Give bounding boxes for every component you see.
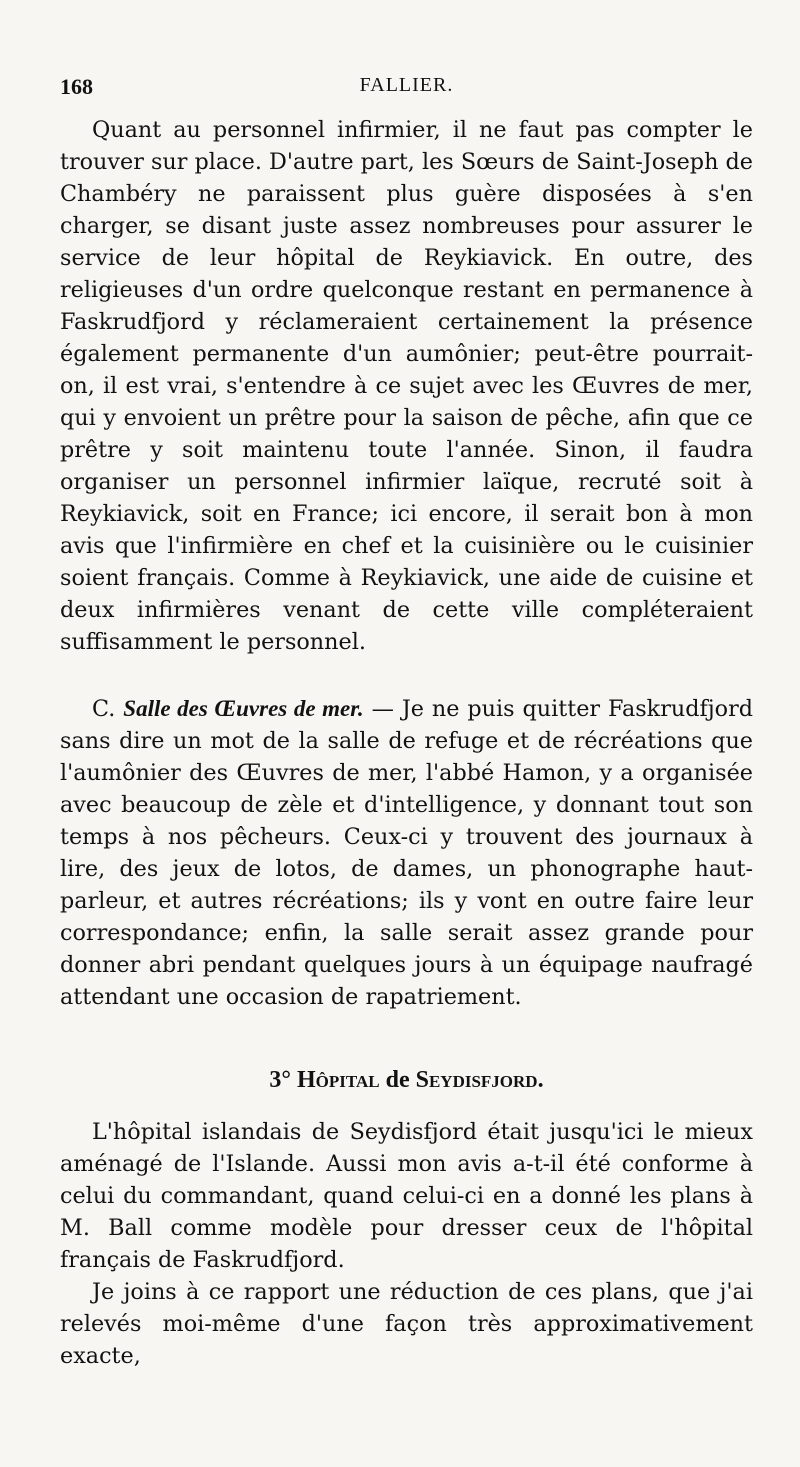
paragraph-plans: Je joins à ce rapport une réduction de ces plans, que j'ai relevés moi-même d'une façon très approximativement exacte,	[60, 1279, 753, 1369]
book-page	[60, 60, 753, 1372]
section-label: C.	[92, 696, 116, 722]
section-title: Salle des Œuvres de mer.	[123, 696, 364, 721]
paragraph-personnel: Quant au personnel infirmier, il ne faut pas compter le trouver sur place. D'autre part, les Sœurs de Saint-Joseph de Chambéry ne paraissent plus guère disposées à s'en charger, se disant juste assez nombreuses pour assurer le service de leur hôpital de Reykiavick. En outre, des religieuses d'un ordre quelconque restant en permanence à Faskrudfjord y réclameraient certainement la présence également permanente d'un aumônier; peut-être pourrait-on, il est vrai, s'entendre à ce sujet avec les Œuvres de mer, qui y envoient un prêtre pour la saison de pêche, afin que ce prêtre y soit maintenu toute l'année. Sinon, il faudra organiser un personnel infirmier laïque, recruté soit à Reykiavick, soit en France; ici encore, il serait bon à mon avis que l'infirmière en chef et la cuisinière ou le cuisinier soient français. Comme à Reykiavick, une aide de cuisine et deux infirmières venant de cette ville compléteraient suffisamment le personnel.	[60, 117, 753, 655]
paragraph-seydisfjord: L'hôpital islandais de Seydisfjord était jusqu'ici le mieux aménagé de l'Islande. Aussi mon avis a-t-il été conforme à celui du commandant, quand celui-ci en a donné les plans à M. Ball comme modèle pour dresser ceux de l'hôpital français de Faskrudfjord.	[60, 1119, 753, 1273]
heading-seydisfjord: Seydisfjord.	[415, 1067, 544, 1093]
heading-de: de	[385, 1067, 410, 1093]
page-header	[60, 60, 753, 104]
section-heading	[60, 1067, 753, 1094]
running-head: FALLIER.	[359, 74, 454, 96]
section-text: — Je ne puis quitter Faskrudfjord sans dire un mot de la salle de refuge et de récréations que l'aumônier des Œuvres de mer, l'abbé Hamon, y a organisée avec beaucoup de zèle et d'intelligence, y donnant tout son temps à nos pêcheurs. Ceux-ci y trouvent des journaux à lire, des jeux de lotos, de dames, un phonographe haut-parleur, et autres récréations; ils y vont en outre faire leur correspondance; enfin, la salle serait assez grande pour donner abri pendant quelques jours à un équipage naufragé attendant une occasion de rapatriement.	[60, 696, 754, 1010]
page-number: 168	[60, 74, 93, 99]
paragraph-salle-oeuvres	[60, 693, 753, 1013]
heading-hopital: Hôpital	[297, 1067, 380, 1093]
heading-number: 3°	[269, 1067, 292, 1093]
